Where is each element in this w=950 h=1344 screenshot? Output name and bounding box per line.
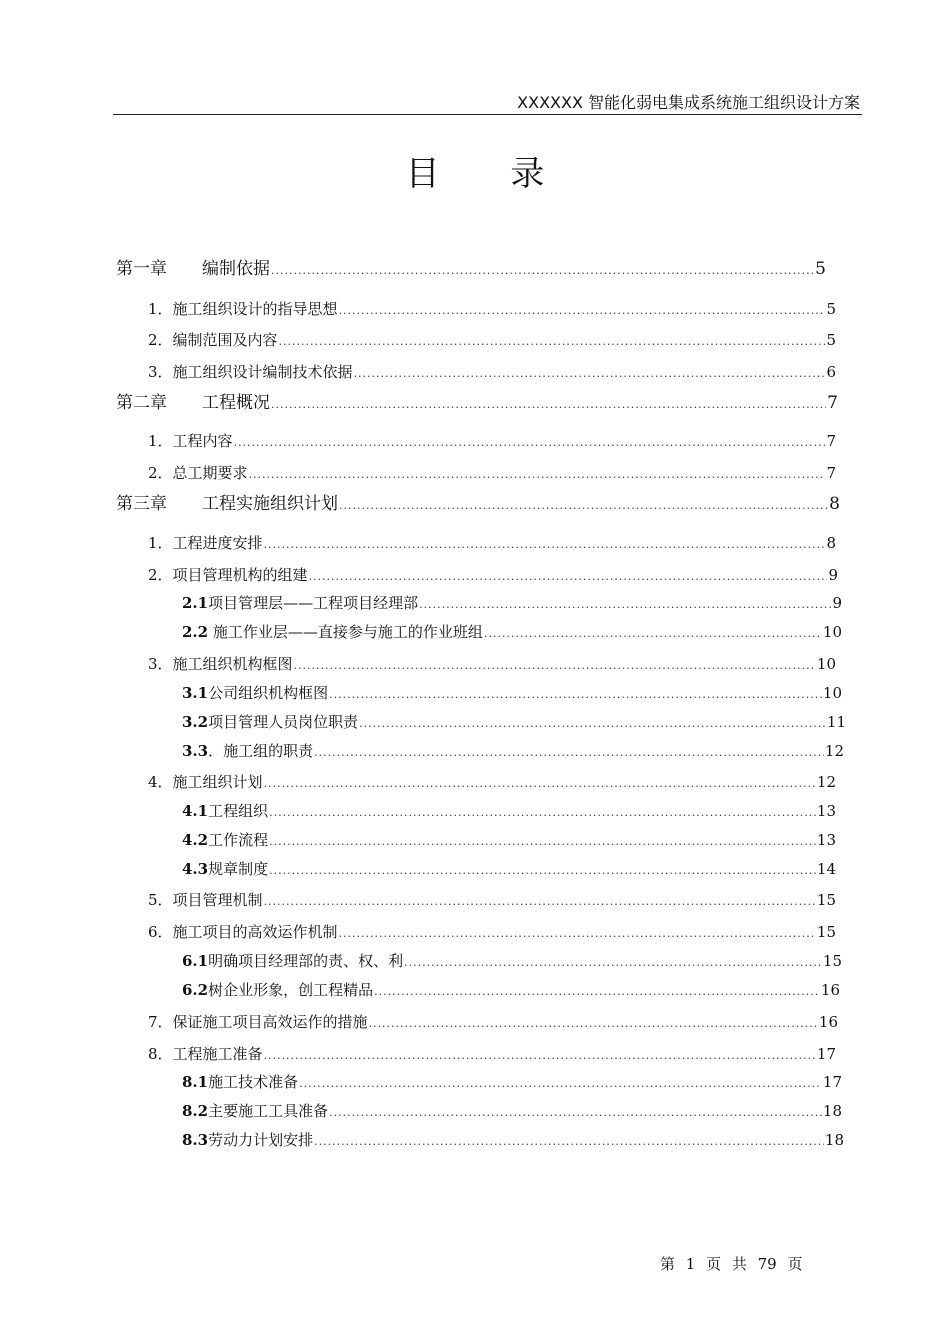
toc-entry-label — [148, 653, 293, 674]
dot-leader — [419, 598, 831, 611]
toc-page-number: 16 — [818, 1013, 838, 1031]
toc-entry-number: 3.3 — [182, 742, 209, 760]
toc-entry-number: 4.2 — [182, 831, 209, 849]
toc-entry-number: 4.3 — [182, 860, 209, 878]
dot-leader — [269, 806, 816, 819]
toc-entry[interactable] — [148, 462, 836, 483]
toc-entry-text: 施工组织设计的指导思想 — [172, 300, 338, 318]
toc-entry[interactable] — [148, 298, 836, 319]
header-title: XXXXXX 智能化弱电集成系统施工组织设计方案 — [517, 93, 860, 112]
toc-entry-text: 施工组织机构框图 — [172, 655, 293, 673]
toc-entry[interactable] — [182, 950, 842, 971]
toc-entry-number: 7． — [148, 1013, 173, 1031]
toc-chapter-entry[interactable] — [116, 254, 826, 279]
toc-chapter-entry[interactable] — [116, 489, 840, 514]
toc-page-number: 8 — [829, 494, 840, 514]
toc-entry-text: 编制依据 — [202, 259, 270, 279]
toc-entry[interactable] — [148, 1011, 838, 1032]
toc-entry-number: 2.2 — [182, 623, 209, 641]
dot-leader — [294, 659, 816, 672]
toc-entry-label — [182, 682, 328, 703]
toc-entry-number: 3． — [148, 655, 173, 673]
dot-leader — [404, 956, 822, 969]
toc-entry[interactable] — [182, 740, 844, 761]
toc-entry-label — [116, 388, 270, 413]
toc-entry-number: 5． — [148, 891, 173, 909]
toc-entry-text: 总工期要求 — [172, 464, 248, 482]
dot-leader — [374, 985, 820, 998]
toc-page-number: 17 — [816, 1045, 836, 1063]
toc-entry-number: 3.2 — [182, 713, 209, 731]
toc-entry-label — [148, 921, 338, 942]
toc-entry[interactable] — [182, 1100, 842, 1121]
dot-leader — [264, 777, 816, 790]
dot-leader — [279, 335, 826, 348]
toc-entry-text: 项目管理人员岗位职责 — [208, 713, 359, 731]
toc-entry-text: 树企业形象，创工程精品 — [208, 981, 374, 999]
dot-leader — [269, 864, 816, 877]
toc-entry-number: 6.2 — [182, 981, 209, 999]
toc-page-number: 7 — [826, 432, 836, 450]
toc-entry-label — [148, 532, 263, 553]
toc-page-number: 6 — [826, 363, 836, 381]
toc-page-number: 7 — [827, 393, 838, 413]
toc-entry[interactable] — [148, 1043, 836, 1064]
toc-entry-label — [182, 592, 418, 613]
toc-entry-number: 4． — [148, 773, 173, 791]
dot-leader — [339, 499, 828, 512]
toc-entry-text: 劳动力计划安排 — [208, 1131, 314, 1149]
toc-page-number: 10 — [816, 655, 836, 673]
toc-entry[interactable] — [182, 711, 846, 732]
toc-page-number: 14 — [816, 860, 836, 878]
toc-entry[interactable] — [148, 361, 836, 382]
dot-leader — [369, 1017, 818, 1030]
toc-entry-label — [116, 254, 270, 279]
toc-entry-label — [148, 771, 263, 792]
toc-page-number: 9 — [832, 594, 842, 612]
dot-leader — [249, 468, 826, 481]
toc-entry-label — [148, 298, 338, 319]
toc-entry-number: 2． — [148, 331, 173, 349]
toc-entry-text: 主要施工工具准备 — [208, 1102, 329, 1120]
toc-entry[interactable] — [182, 858, 836, 879]
toc-chapter-entry[interactable] — [116, 388, 838, 413]
toc-entry-number: 1． — [148, 432, 173, 450]
dot-leader — [339, 304, 826, 317]
toc-entry-text: 工程进度安排 — [172, 534, 263, 552]
toc-entry[interactable] — [148, 532, 836, 553]
toc-entry-label — [182, 740, 313, 761]
page-footer: 第 1 页 共 79 页 — [660, 1255, 803, 1273]
toc-entry-text: 工程内容 — [172, 432, 233, 450]
toc-entry-text: 施工组织设计编制技术依据 — [172, 363, 353, 381]
toc-entry-number: 1． — [148, 300, 173, 318]
toc-entry-number: 2.1 — [182, 594, 209, 612]
toc-entry-label — [148, 889, 263, 910]
toc-entry-number: 8.2 — [182, 1102, 209, 1120]
dot-leader — [309, 570, 828, 583]
toc-entry-text: 施工技术准备 — [208, 1073, 299, 1091]
dot-leader — [264, 1049, 816, 1062]
toc-entry-text: 工作流程 — [208, 831, 269, 849]
toc-page-number: 15 — [816, 923, 836, 941]
toc-page-number: 5 — [826, 331, 836, 349]
toc-page-number: 13 — [816, 802, 836, 820]
toc-entry[interactable] — [148, 430, 836, 451]
toc-entry[interactable] — [148, 653, 836, 674]
toc-entry[interactable] — [148, 564, 838, 585]
dot-leader — [484, 627, 822, 640]
toc-entry-label — [182, 711, 358, 732]
dot-leader — [339, 927, 816, 940]
toc-entry-text: 工程组织 — [208, 802, 269, 820]
toc-entry-text: 施工组织计划 — [172, 773, 263, 791]
toc-entry-text: 保证施工项目高效运作的措施 — [172, 1013, 368, 1031]
toc-entry-label — [182, 1129, 313, 1150]
toc-entry[interactable] — [182, 621, 842, 642]
toc-page-number: 8 — [826, 534, 836, 552]
toc-entry-number: 8.1 — [182, 1073, 209, 1091]
toc-entry-number: 2． — [148, 566, 173, 584]
toc-entry-number: 第二章 — [116, 393, 167, 413]
toc-entry[interactable] — [182, 1071, 842, 1092]
dot-leader — [299, 1077, 822, 1090]
toc-entry-number: 第三章 — [116, 494, 167, 514]
toc-entry-text: 工程施工准备 — [172, 1045, 263, 1063]
toc-entry-number: 3.1 — [182, 684, 209, 702]
toc-page-number: 18 — [822, 1102, 842, 1120]
toc-page-number: 11 — [826, 713, 846, 731]
dot-leader — [269, 835, 816, 848]
toc-entry[interactable] — [182, 800, 836, 821]
dot-leader — [264, 538, 826, 551]
dot-leader — [271, 398, 826, 411]
page-title: 目 录 — [405, 154, 575, 194]
toc-entry-number: 8.3 — [182, 1131, 209, 1149]
toc-page-number: 10 — [822, 684, 842, 702]
toc-entry-text: 项目管理层——工程项目经理部 — [208, 594, 419, 612]
toc-entry[interactable] — [148, 921, 836, 942]
toc-entry-number: 4.1 — [182, 802, 209, 820]
dot-leader — [329, 688, 822, 701]
toc-entry-text: 项目管理机制 — [172, 891, 263, 909]
toc-entry-label — [182, 1100, 328, 1121]
toc-entry-text: ．施工组的职责 — [208, 742, 314, 760]
toc-entry-number: 8． — [148, 1045, 173, 1063]
toc-entry[interactable] — [182, 829, 836, 850]
toc-entry-label — [182, 858, 268, 879]
toc-entry-text: 明确项目经理部的责、权、利 — [208, 952, 404, 970]
dot-leader — [359, 717, 826, 730]
toc-page-number: 9 — [828, 566, 838, 584]
toc-page-number: 5 — [826, 300, 836, 318]
toc-entry-label — [148, 564, 308, 585]
toc-entry[interactable] — [148, 329, 836, 350]
toc-entry-label — [116, 489, 338, 514]
toc-page-number: 7 — [826, 464, 836, 482]
toc-entry-label — [148, 361, 353, 382]
toc-entry-text: 施工项目的高效运作机制 — [172, 923, 338, 941]
toc-entry-number: 3． — [148, 363, 173, 381]
toc-entry-number: 2． — [148, 464, 173, 482]
toc-entry-label — [182, 621, 483, 642]
toc-page-number: 15 — [816, 891, 836, 909]
toc-entry-number: 6． — [148, 923, 173, 941]
dot-leader — [354, 367, 826, 380]
dot-leader — [314, 746, 824, 759]
toc-entry[interactable] — [182, 1129, 844, 1150]
toc-entry[interactable] — [182, 979, 840, 1000]
toc-entry-number: 1． — [148, 534, 173, 552]
toc-entry-text: 项目管理机构的组建 — [172, 566, 308, 584]
toc-page-number: 16 — [820, 981, 840, 999]
toc-page-number: 12 — [816, 773, 836, 791]
dot-leader — [329, 1106, 822, 1119]
toc-entry-label — [148, 1011, 368, 1032]
toc-page-number: 17 — [822, 1073, 842, 1091]
toc-entry-text: 公司组织机构框图 — [208, 684, 329, 702]
toc-entry-text: 施工作业层——直接参与施工的作业班组 — [208, 623, 483, 641]
toc-page-number: 13 — [816, 831, 836, 849]
toc-entry[interactable] — [182, 682, 842, 703]
toc-entry-label — [182, 800, 268, 821]
toc-entry[interactable] — [148, 771, 836, 792]
toc-entry-text: 规章制度 — [208, 860, 269, 878]
toc-entry-label — [182, 950, 403, 971]
toc-entry-text: 工程概况 — [202, 393, 270, 413]
toc-entry[interactable] — [148, 889, 836, 910]
toc-entry-label — [148, 430, 233, 451]
toc-entry-label — [148, 462, 248, 483]
toc-entry-label — [182, 829, 268, 850]
dot-leader — [271, 264, 814, 277]
dot-leader — [264, 895, 816, 908]
toc-page-number: 12 — [824, 742, 844, 760]
toc-entry-text: 工程实施组织计划 — [202, 494, 338, 514]
toc-entry-text: 编制范围及内容 — [172, 331, 278, 349]
toc-page-number: 10 — [822, 623, 842, 641]
toc-entry-label — [182, 1071, 298, 1092]
toc-page-number: 5 — [815, 259, 826, 279]
toc-entry-number: 6.1 — [182, 952, 209, 970]
dot-leader — [314, 1135, 824, 1148]
toc-entry-label — [148, 329, 278, 350]
toc-entry-label — [182, 979, 373, 1000]
dot-leader — [234, 436, 826, 449]
toc-page-number: 15 — [822, 952, 842, 970]
toc-entry[interactable] — [182, 592, 842, 613]
toc-page-number: 18 — [824, 1131, 844, 1149]
toc-entry-number: 第一章 — [116, 259, 167, 279]
toc-entry-label — [148, 1043, 263, 1064]
